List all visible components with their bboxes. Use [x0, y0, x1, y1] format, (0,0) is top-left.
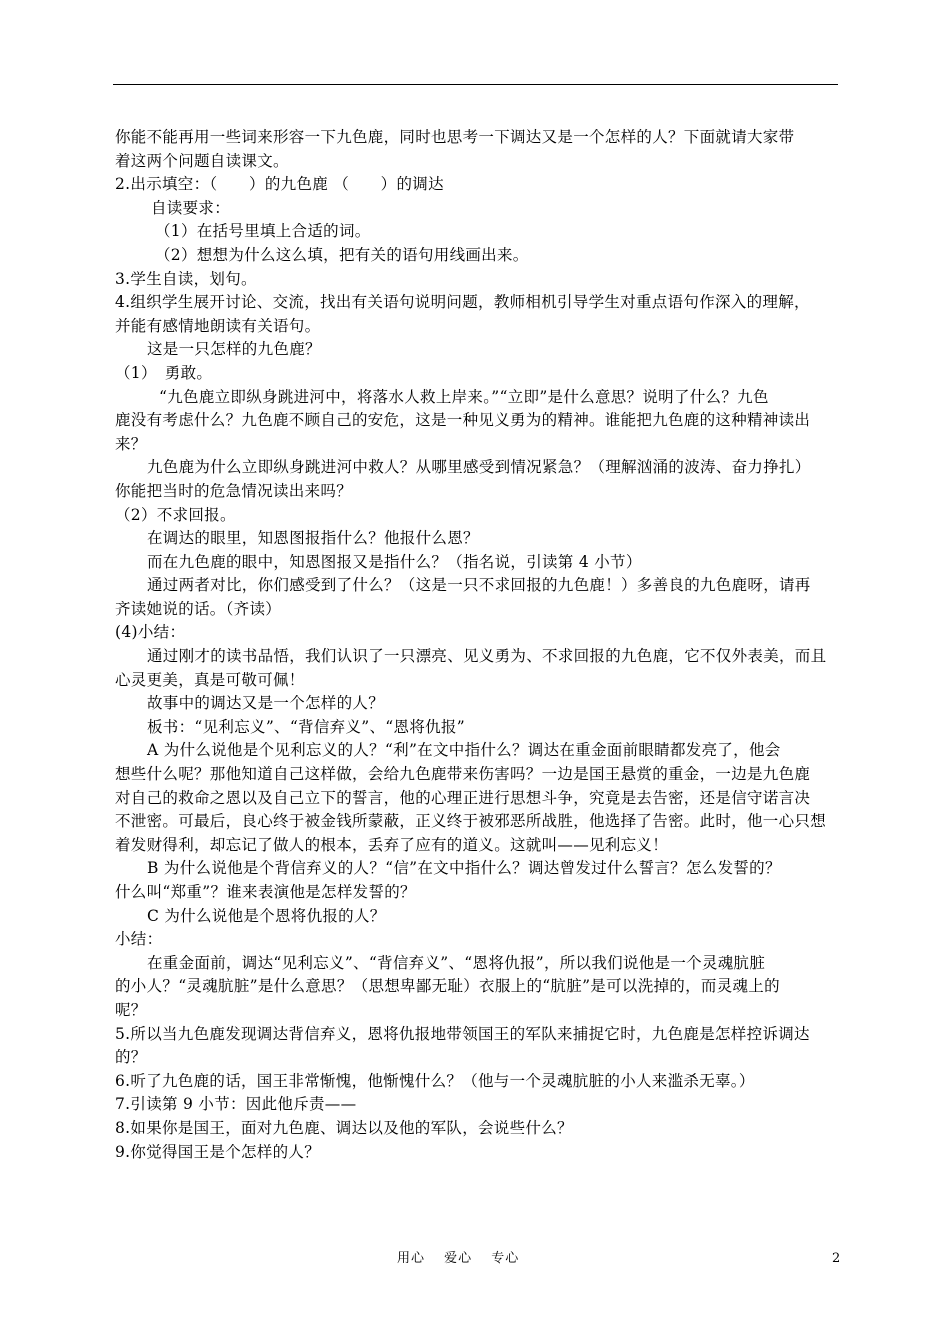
text-line: 故事中的调达又是一个怎样的人？: [147, 694, 385, 713]
text-line: 你能把当时的危急情况读出来吗？: [115, 481, 353, 500]
footer-slogan: 用心 爱心 专心: [397, 1251, 520, 1266]
text-line: 你能不能再用一些词来形容一下九色鹿，同时也思考一下调达又是一个怎样的人？下面就请大家带: [115, 128, 795, 146]
text-line: 不泄密。可最后，良心终于被金钱所蒙蔽，正义终于被邪恶所战胜，他选择了告密。此时，他一心只想: [115, 812, 827, 831]
document-body: [115, 126, 839, 1164]
page-number: 2: [832, 1251, 841, 1266]
text-line: 着发财得利，却忘记了做人的根本，丢弃了应有的道义。这就叫——见利忘义！: [115, 835, 669, 854]
text-line: 在调达的眼里，知恩图报指什么？他报什么恩？: [147, 529, 479, 548]
text-line: （2）不求回报。: [115, 505, 236, 524]
text-line: （1）在括号里填上合适的词。: [155, 222, 371, 241]
text-line: “九色鹿立即纵身跳进河中，将落水人救上岸来。”“立即”是什么意思？说明了什么？九色: [159, 387, 769, 406]
text-line: 这是一只怎样的九色鹿？: [147, 340, 321, 359]
text-line: 齐读她说的话。（齐读）: [115, 599, 282, 618]
text-line: 什么叫“郑重”？谁来表演他是怎样发誓的？: [115, 883, 416, 901]
text-line: 心灵更美，真是可敬可佩！: [115, 670, 305, 689]
text-line: 3.学生自读，划句。: [115, 269, 257, 288]
text-line: 6.听了九色鹿的话，国王非常惭愧，他惭愧什么？（他与一个灵魂肮脏的小人来滥杀无辜。）: [115, 1071, 755, 1090]
text-line: 小结：: [115, 930, 163, 949]
text-line: 8.如果你是国王，面对九色鹿、调达以及他的军队，会说些什么？: [115, 1118, 573, 1137]
text-line: 想些什么呢？那他知道自己这样做，会给九色鹿带来伤害吗？一边是国王悬赏的重金，一边是九色鹿: [115, 765, 811, 784]
text-line: 九色鹿为什么立即纵身跳进河中救人？从哪里感受到情况紧急？（理解汹涌的波涛、奋力挣扎）: [147, 458, 811, 477]
text-line: C 为什么说他是个恩将仇报的人？: [147, 906, 386, 925]
text-line: B 为什么说他是个背信弃义的人？“信”在文中指什么？调达曾发过什么誓言？怎么发誓的？: [147, 859, 781, 878]
text-line: 通过刚才的读书品悟，我们认识了一只漂亮、见义勇为、不求回报的九色鹿，它不仅外表美，而且: [147, 647, 827, 666]
text-line: 鹿没有考虑什么？九色鹿不顾自己的安危，这是一种见义勇为的精神。谁能把九色鹿的这种精神读出: [115, 411, 811, 430]
text-line: 自读要求：: [151, 198, 231, 217]
text-line: A 为什么说他是个见利忘义的人？“利”在文中指什么？调达在重金面前眼睛都发亮了，他会: [147, 741, 781, 760]
text-line: 的？: [115, 1048, 147, 1067]
text-line: 5.所以当九色鹿发现调达背信弃义，恩将仇报地带领国王的军队来捕捉它时，九色鹿是怎样控诉调达: [115, 1024, 810, 1043]
header-rule: [113, 84, 838, 85]
text-line: 对自己的救命之恩以及自己立下的誓言，他的心理正进行思想斗争，究竟是去告密，还是信守诺言决: [115, 788, 811, 807]
text-line: （1） 勇敢。: [115, 363, 213, 382]
text-line: (4)小结：: [115, 623, 186, 642]
text-line: 2.出示填空：（ ）的九色鹿 （ ）的调达: [115, 175, 444, 194]
text-line: 通过两者对比，你们感受到了什么？（这是一只不求回报的九色鹿！）多善良的九色鹿呀，请再: [147, 576, 811, 595]
text-line: 板书：“见利忘义”、“背信弃义”、“恩将仇报”: [147, 717, 465, 736]
text-line: 着这两个问题自读课文。: [115, 151, 289, 170]
text-line: 并能有感情地朗读有关语句。: [115, 316, 321, 335]
text-line: （2）想想为什么这么填，把有关的语句用线画出来。: [155, 245, 529, 264]
text-line: 4.组织学生展开讨论、交流，找出有关语句说明问题，教师相机引导学生对重点语句作深入的理解，: [115, 293, 810, 312]
text-line: 9.你觉得国王是个怎样的人？: [115, 1142, 320, 1161]
text-line: 在重金面前，调达“见利忘义”、“背信弃义”、“恩将仇报”，所以我们说他是一个灵魂肮脏: [147, 953, 766, 972]
text-line: 7.引读第 9 小节：因此他斥责——: [115, 1095, 357, 1114]
text-line: 来？: [115, 434, 147, 453]
text-line: 而在九色鹿的眼中，知恩图报又是指什么？（指名说，引读第 4 小节）: [147, 552, 642, 571]
text-line: 的小人？“灵魂肮脏”是什么意思？（思想卑鄙无耻）衣服上的“肮脏”是可以洗掉的，而灵魂上的: [115, 977, 780, 996]
text-line: 呢？: [115, 1000, 147, 1019]
